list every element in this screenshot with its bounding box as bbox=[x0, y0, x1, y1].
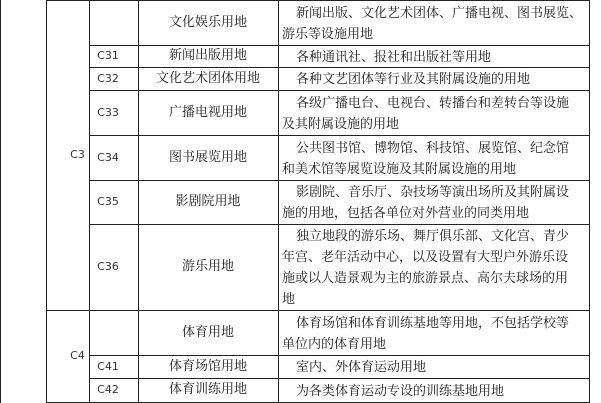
class-description-line: 各级广播电台、电视台、转播台和差转台等设施 bbox=[296, 95, 570, 111]
class-name: 游乐用地 bbox=[181, 259, 235, 274]
minor-class-code: C36 bbox=[97, 260, 119, 273]
class-description-line: 施或以人造景观为主的旅游景点、高尔夫球场的用 bbox=[282, 271, 569, 286]
minor-class-code: C32 bbox=[97, 71, 119, 85]
row-divider bbox=[46, 310, 590, 311]
class-description-line: 影剧院、音乐厅、杂技场等演出场所及其附属设 bbox=[296, 185, 570, 200]
class-description-line: 施的用地，包括各单位对外营业的同类用地 bbox=[282, 206, 530, 221]
class-name: 文化艺术团体用地 bbox=[155, 70, 261, 86]
class-name: 影剧院用地 bbox=[175, 194, 241, 209]
row-divider bbox=[46, 0, 590, 1]
row-divider bbox=[89, 378, 590, 379]
row-divider bbox=[89, 355, 590, 356]
class-description-line: 游乐等设施用地 bbox=[282, 26, 374, 42]
table-border-left bbox=[0, 0, 1, 403]
class-description-line: 年宫、老年活动中心，以及设置有大型户外游乐设 bbox=[282, 250, 569, 265]
class-description-line: 新闻出版、文化艺术团体、广播电视、图书展览、 bbox=[296, 5, 583, 21]
col-divider-major bbox=[89, 0, 90, 403]
minor-class-code: C35 bbox=[97, 195, 119, 208]
minor-class-code: C33 bbox=[97, 105, 119, 119]
major-class-code: C3 bbox=[70, 148, 85, 161]
row-divider bbox=[89, 135, 590, 136]
row-divider bbox=[89, 224, 590, 225]
minor-class-code: C41 bbox=[97, 359, 119, 373]
class-description-line: 各种通讯社、报社和出版社等用地 bbox=[296, 49, 492, 65]
table-border-right bbox=[589, 0, 590, 403]
class-name: 广播电视用地 bbox=[168, 104, 248, 120]
table-border-left-inner bbox=[46, 0, 47, 403]
class-name: 图书展览用地 bbox=[168, 149, 248, 165]
class-description-line: 单位内的体育用地 bbox=[282, 336, 387, 352]
col-divider-name bbox=[278, 0, 279, 403]
minor-class-code: C34 bbox=[97, 150, 119, 164]
minor-class-code: C42 bbox=[97, 383, 119, 396]
major-class-code: C4 bbox=[70, 349, 85, 362]
col-divider-code bbox=[138, 0, 139, 403]
class-description-line: 各种文艺团体等行业及其附属设施的用地 bbox=[296, 72, 531, 87]
minor-class-code: C31 bbox=[97, 49, 119, 62]
class-description-line: 室内、外体育运动用地 bbox=[296, 360, 427, 375]
class-name: 体育场馆用地 bbox=[168, 358, 248, 374]
class-name: 体育训练用地 bbox=[168, 382, 248, 397]
class-description-line: 地 bbox=[282, 292, 296, 307]
class-description-line: 为各类体育运动专设的训练基地用地 bbox=[296, 383, 505, 399]
class-name: 体育用地 bbox=[181, 324, 235, 340]
class-description-line: 独立地段的游乐场、舞厅俱乐部、文化宫、青少 bbox=[296, 229, 570, 244]
class-description-line: 和美术馆等展览设施及其附属设施的用地 bbox=[282, 161, 517, 177]
row-divider bbox=[89, 180, 590, 181]
class-description-line: 及其附属设施的用地 bbox=[282, 116, 400, 132]
class-description-line: 体育场馆和体育训练基地等用地，不包括学校等 bbox=[296, 315, 570, 331]
row-divider bbox=[89, 90, 590, 91]
class-description-line: 公共图书馆、博物馆、科技馆、展览馆、纪念馆 bbox=[296, 140, 570, 156]
class-name: 文化娱乐用地 bbox=[168, 14, 248, 30]
class-name: 新闻出版用地 bbox=[168, 48, 248, 63]
